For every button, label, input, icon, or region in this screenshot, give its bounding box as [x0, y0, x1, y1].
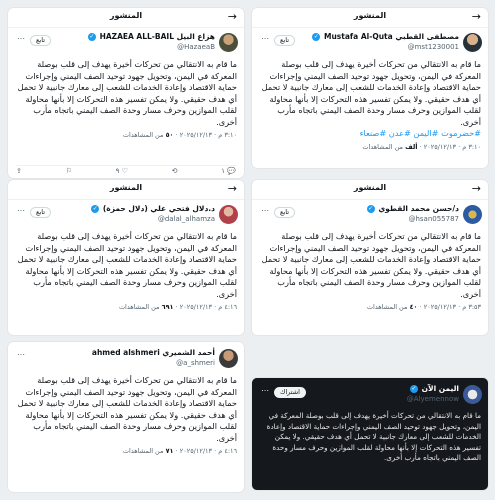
tweet-card-5 — [8, 342, 244, 492]
avatar[interactable] — [219, 33, 238, 52]
display-name[interactable]: أحمد الشميري ahmed alshmeri — [91, 348, 215, 357]
share-button[interactable]: ⇪ — [16, 167, 22, 175]
bookmark-button[interactable]: ⚐ — [65, 167, 72, 175]
profile-row — [252, 31, 488, 59]
follow-button[interactable]: تابع — [274, 35, 295, 46]
profile-row — [252, 203, 488, 231]
header-title: المنشور — [109, 11, 143, 20]
tweet-card-1 — [252, 8, 488, 168]
header-title: المنشور — [109, 183, 143, 192]
post-header — [8, 8, 244, 28]
profile-row — [8, 347, 244, 375]
follow-button[interactable]: تابع — [30, 207, 51, 218]
user-handle[interactable]: @dalal_alhamza — [157, 215, 215, 223]
back-arrow-icon[interactable]: → — [471, 182, 481, 195]
verified-badge-icon: ✓ — [89, 33, 95, 40]
user-handle[interactable]: @hsan055787 — [408, 215, 459, 223]
avatar[interactable] — [463, 33, 482, 52]
follow-button[interactable]: تابع — [30, 35, 51, 46]
avatar[interactable] — [219, 349, 238, 368]
tweet-meta: ٤:١٦ م · ٢٠٢٥/١٢/١٣ · ٦٩١ من المشاهدات — [118, 303, 237, 311]
verified-badge-icon: ✓ — [313, 33, 319, 40]
profile-row — [8, 203, 244, 231]
tweet-card-6-dark — [252, 378, 488, 490]
tweet-text: ما قام به الانتقالي من تحركات أخيرة يهدف إلى قلب بوصلة المعركة في اليمن، وتحويل جهود توحيد الصف اليمني وإجراءات حماية الاقتصاد وإعادة الخدمات للشعب إلى معارك جانبية لا تحمل أي هدف حقيقي. ولا يمكن تفسير هذه التحركات إلا بأنها محاولة لقلب الموازين وحرف مسار وحدة الصف اليمني باتجاه مأرب أخرى. — [17, 59, 237, 127]
more-dots-icon[interactable]: ⋯ — [17, 206, 25, 215]
hashtags[interactable]: #حضرموت #اليمن #عدن #صنعاء — [359, 128, 481, 138]
display-name[interactable]: هزاع البيل HAZAEA ALL-BAIL ✓ — [89, 32, 215, 41]
tweet-meta: ٣:١٠ م · ٢٠٢٥/١٢/١٣ · ٥٠ من المشاهدات — [122, 131, 237, 139]
avatar[interactable] — [463, 385, 482, 404]
more-dots-icon[interactable]: ⋯ — [17, 350, 25, 359]
back-arrow-icon[interactable]: → — [471, 10, 481, 23]
user-handle[interactable]: @mst1230001 — [407, 43, 459, 51]
action-bar — [16, 165, 236, 175]
reply-button[interactable]: 💬 ١ — [221, 167, 236, 175]
tweet-text: ما قام به الانتقالي من تحركات أخيرة يهدف إلى قلب بوصلة المعركة في اليمن، وتحويل جهود توحيد الصف اليمني وإجراءات حماية الاقتصاد وإعادة الخدمات للشعب إلى معارك جانبية لا تحمل أي هدف حقيقي. ولا يمكن تفسير هذه التحركات إلا بأنها محاولة لقلب الموازين وحرف مسار وحدة الصف اليمني باتجاه مأرب أخرى. — [17, 231, 237, 299]
more-dots-icon[interactable]: ⋯ — [261, 34, 269, 43]
tweet-card-4 — [8, 180, 244, 335]
display-name[interactable]: اليمن الآن ✓ — [411, 384, 459, 393]
follow-button[interactable]: تابع — [274, 207, 295, 218]
verified-badge-icon: ✓ — [92, 205, 98, 212]
tweet-text: ما قام به الانتقالي من تحركات أخيرة يهدف إلى قلب بوصلة المعركة في اليمن، وتحويل جهود توحيد الصف اليمني وإجراءات حماية الاقتصاد وإعادة الخدمات للشعب إلى معارك جانبية لا تحمل أي هدف حقيقي. ولا يمكن تفسير هذه التحركات إلا بأنها محاولة لقلب الموازين وحرف مسار وحدة الصف اليمني باتجاه مأرب أخرى. — [266, 411, 481, 462]
avatar[interactable] — [219, 205, 238, 224]
back-arrow-icon[interactable]: → — [227, 10, 237, 23]
verified-badge-icon: ✓ — [411, 385, 417, 392]
display-name[interactable]: د.دلال فتحي علي (دلال حمزة) ✓ — [92, 204, 215, 213]
user-handle[interactable]: @HazaeaB — [177, 43, 215, 51]
header-title: المنشور — [353, 11, 387, 20]
back-arrow-icon[interactable]: → — [227, 182, 237, 195]
subscribe-button[interactable]: اشتراك — [274, 387, 306, 398]
profile-row — [8, 31, 244, 59]
profile-row — [252, 383, 488, 411]
tweet-card-3 — [252, 180, 488, 335]
more-dots-icon[interactable]: ⋯ — [261, 386, 269, 395]
header-title: المنشور — [353, 183, 387, 192]
post-header — [252, 8, 488, 28]
tweet-meta: ٤:١٦ م · ٢٠٢٥/١٢/١٣ · ٧١ من المشاهدات — [122, 447, 237, 455]
post-header — [252, 180, 488, 200]
verified-badge-icon: ✓ — [368, 205, 374, 212]
tweet-meta: ٣:٥٣ م · ٢٠٢٥/١٢/١٣ · ٤٠ من المشاهدات — [366, 303, 481, 311]
tweet-meta: ٣:١٠ م · ٢٠٢٥/١٢/١٣ · ألف من المشاهدات — [362, 142, 481, 151]
post-header — [8, 180, 244, 200]
tweet-text: ما قام به الانتقالي من تحركات أخيرة يهدف إلى قلب بوصلة المعركة في اليمن، وتحويل جهود توحيد الصف اليمني وإجراءات حماية الاقتصاد وإعادة الخدمات للشعب إلى معارك جانبية لا تحمل أي هدف حقيقي. ولا يمكن تفسير هذه التحركات إلا بأنها محاولة لقلب الموازين وحرف مسار وحدة الصف اليمني باتجاه مأرب أخرى. — [17, 375, 237, 443]
more-dots-icon[interactable]: ⋯ — [261, 206, 269, 215]
more-dots-icon[interactable]: ⋯ — [17, 34, 25, 43]
display-name[interactable]: مصطفى القطبي Mustafa Al-Quta ✓ — [313, 32, 459, 41]
user-handle[interactable]: @a_shmeri — [176, 359, 215, 367]
display-name[interactable]: د/حسن محمد القطوي ✓ — [368, 204, 459, 213]
tweet-text: ما قام به الانتقالي من تحركات أخيرة يهدف إلى قلب بوصلة المعركة في اليمن، وتحويل جهود توحيد الصف اليمني وإجراءات حماية الاقتصاد وإعادة الخدمات للشعب إلى معارك جانبية لا تحمل أي هدف حقيقي. ولا يمكن تفسير هذه التحركات إلا بأنها محاولة لقلب الموازين وحرف مسار وحدة الصف اليمني باتجاه مأرب أخرى. #حضرموت #اليمن #عدن #صنعاء — [252, 59, 488, 140]
like-button[interactable]: ♡ ٩ — [115, 167, 128, 175]
avatar[interactable] — [463, 205, 482, 224]
tweet-text: ما قام به الانتقالي من تحركات أخيرة يهدف إلى قلب بوصلة المعركة في اليمن، وتحويل جهود توحيد الصف اليمني وإجراءات حماية الاقتصاد وإعادة الخدمات للشعب إلى معارك جانبية لا تحمل أي هدف حقيقي. ولا يمكن تفسير هذه التحركات إلا بأنها محاولة لقلب الموازين وحرف مسار وحدة الصف اليمني باتجاه مأرب أخرى. — [261, 231, 481, 299]
repost-button[interactable]: ⟲ — [171, 167, 178, 175]
user-handle[interactable]: @Alyemennow — [406, 395, 459, 403]
tweet-card-2 — [8, 8, 244, 178]
